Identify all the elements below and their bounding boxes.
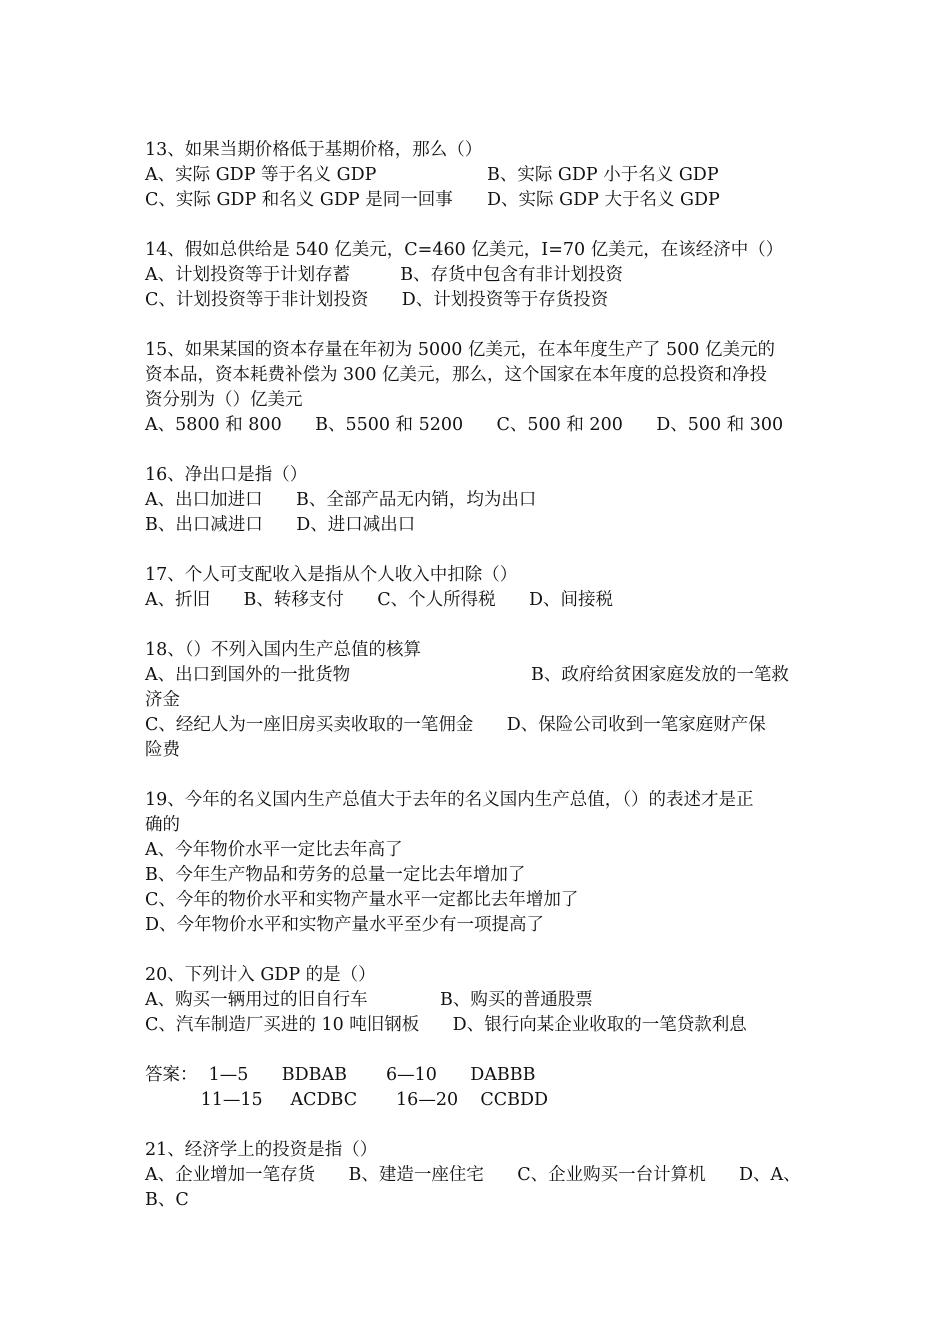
document-page	[145, 138, 810, 1213]
answer-line: 11—15 ACDBC 16—20 CCBDD	[145, 1090, 549, 1110]
question-stem: 16、净出口是指（）	[145, 465, 308, 485]
option-a: A、实际 GDP 等于名义 GDP	[145, 165, 377, 185]
option-b: B、实际 GDP 小于名义 GDP	[487, 165, 719, 185]
options-line: 济金	[145, 690, 180, 710]
question-16	[145, 463, 810, 538]
question-stem: 18、（）不列入国内生产总值的核算	[145, 640, 422, 660]
question-stem: 21、经济学上的投资是指（）	[145, 1140, 378, 1160]
options-line: A、计划投资等于计划存蓄 B、存货中包含有非计划投资	[145, 265, 624, 285]
options-line: A、5800 和 800 B、5500 和 5200 C、500 和 200 D、500 和 300	[145, 415, 784, 435]
option-row	[145, 163, 810, 188]
option-b: B、政府给贫困家庭发放的一笔救	[531, 665, 789, 685]
option-b: B、今年生产物品和劳务的总量一定比去年增加了	[145, 865, 526, 885]
question-stem: 20、下列计入 GDP 的是（）	[145, 965, 376, 985]
options-line: C、汽车制造厂买进的 10 吨旧钢板 D、银行向某企业收取的一笔贷款利息	[145, 1015, 747, 1035]
options-line: A、购买一辆用过的旧自行车 B、购买的普通股票	[145, 990, 593, 1010]
question-15	[145, 338, 810, 438]
question-stem: 14、假如总供给是 540 亿美元，C=460 亿美元，I=70 亿美元，在该经济中（）	[145, 240, 784, 260]
answer-key	[145, 1063, 810, 1113]
option-c: C、实际 GDP 和名义 GDP 是同一回事	[145, 190, 453, 210]
options-line: C、计划投资等于非计划投资 D、计划投资等于存货投资	[145, 290, 609, 310]
options-line: C、经纪人为一座旧房买卖收取的一笔佣金 D、保险公司收到一笔家庭财产保	[145, 715, 766, 735]
option-row	[145, 188, 810, 213]
option-c: C、今年的物价水平和实物产量水平一定都比去年增加了	[145, 890, 579, 910]
question-13	[145, 138, 810, 213]
question-stem: 确的	[145, 815, 180, 835]
question-stem: 资分别为（）亿美元	[145, 390, 303, 410]
options-line: A、折旧 B、转移支付 C、个人所得税 D、间接税	[145, 590, 614, 610]
answer-line: 答案： 1—5 BDBAB 6—10 DABBB	[145, 1065, 536, 1085]
question-stem: 13、如果当期价格低于基期价格，那么（）	[145, 140, 483, 160]
option-a: A、今年物价水平一定比去年高了	[145, 840, 403, 860]
option-d: D、实际 GDP 大于名义 GDP	[487, 190, 720, 210]
option-d: D、今年物价水平和实物产量水平至少有一项提高了	[145, 915, 545, 935]
question-18	[145, 638, 810, 763]
question-stem: 17、个人可支配收入是指从个人收入中扣除（）	[145, 565, 518, 585]
question-stem: 19、今年的名义国内生产总值大于去年的名义国内生产总值，（）的表述才是正	[145, 790, 754, 810]
option-a: A、出口到国外的一批货物	[145, 665, 351, 685]
option-row	[145, 663, 810, 688]
question-20	[145, 963, 810, 1038]
options-line: B、C	[145, 1190, 189, 1210]
options-line: B、出口减进口 D、进口减出口	[145, 515, 416, 535]
options-line: A、企业增加一笔存货 B、建造一座住宅 C、企业购买一台计算机 D、A、	[145, 1165, 801, 1185]
question-stem: 15、如果某国的资本存量在年初为 5000 亿美元，在本年度生产了 500 亿美元的	[145, 340, 775, 360]
question-21	[145, 1138, 810, 1213]
question-17	[145, 563, 810, 613]
question-19	[145, 788, 810, 938]
question-14	[145, 238, 810, 313]
options-line: 险费	[145, 740, 180, 760]
question-stem: 资本品，资本耗费补偿为 300 亿美元，那么，这个国家在本年度的总投资和净投	[145, 365, 768, 385]
options-line: A、出口加进口 B、全部产品无内销，均为出口	[145, 490, 537, 510]
